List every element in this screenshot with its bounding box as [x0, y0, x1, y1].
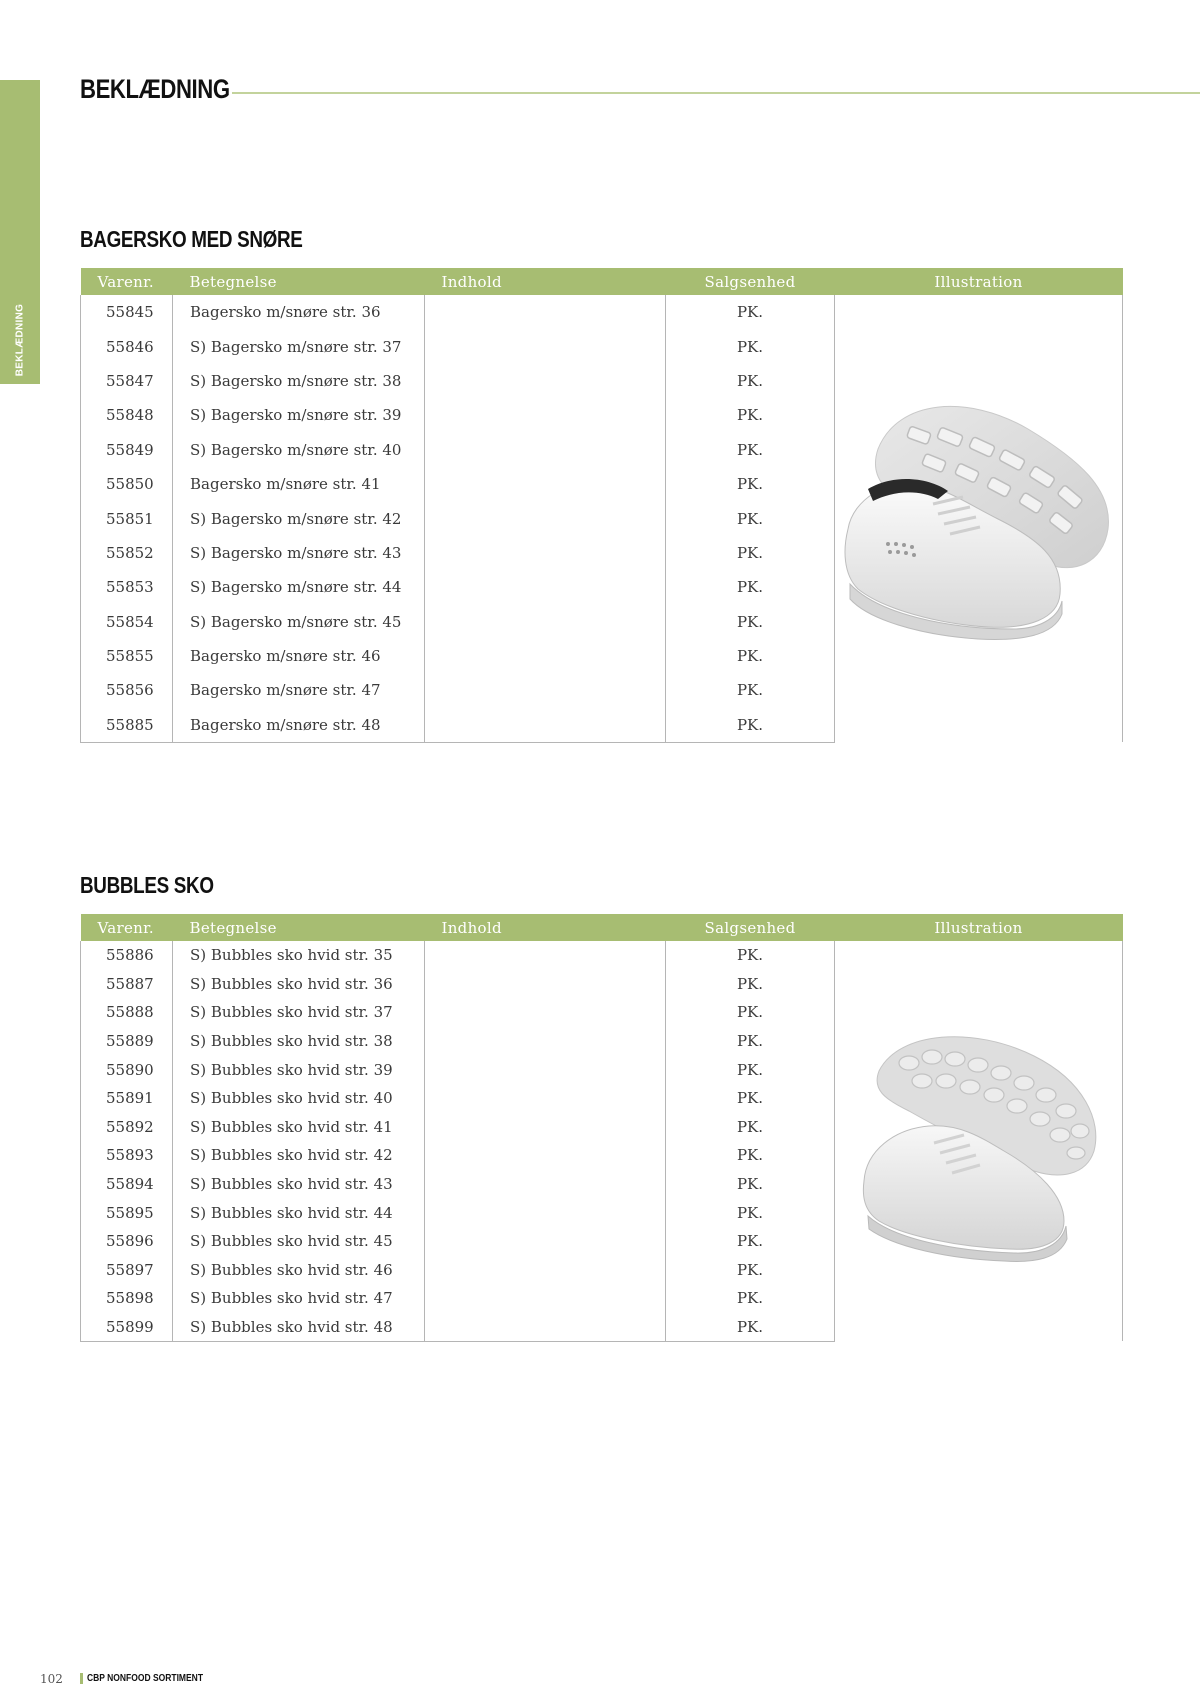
- cell-betegnelse: S) Bagersko m/snøre str. 40: [173, 433, 425, 467]
- side-tab-label: BEKLÆDNING: [14, 303, 26, 377]
- cell-indhold: [425, 1084, 666, 1113]
- cell-varenr: 55889: [81, 1027, 173, 1056]
- cell-betegnelse: Bagersko m/snøre str. 41: [173, 467, 425, 501]
- cell-varenr: 55846: [81, 329, 173, 363]
- cell-varenr: 55855: [81, 639, 173, 673]
- table-body: [81, 295, 1123, 742]
- cell-varenr: 55850: [81, 467, 173, 501]
- table-header-row: [81, 268, 1123, 295]
- table-row: [81, 941, 1123, 970]
- cell-indhold: [425, 398, 666, 432]
- cell-indhold: [425, 501, 666, 535]
- cell-betegnelse: S) Bubbles sko hvid str. 41: [173, 1113, 425, 1142]
- col-header-illustration: Illustration: [835, 914, 1123, 941]
- cell-betegnelse: S) Bagersko m/snøre str. 39: [173, 398, 425, 432]
- cell-betegnelse: S) Bubbles sko hvid str. 46: [173, 1256, 425, 1285]
- cell-salgsenhed: PK.: [666, 1313, 835, 1342]
- cell-varenr: 55851: [81, 501, 173, 535]
- cell-betegnelse: Bagersko m/snøre str. 47: [173, 673, 425, 707]
- cell-betegnelse: S) Bagersko m/snøre str. 44: [173, 570, 425, 604]
- cell-indhold: [425, 1227, 666, 1256]
- cell-betegnelse: S) Bubbles sko hvid str. 39: [173, 1055, 425, 1084]
- cell-salgsenhed: PK.: [666, 295, 835, 329]
- footer-accent-bar: [80, 1673, 83, 1684]
- col-header-salgsenhed: Salgsenhed: [666, 268, 835, 295]
- cell-varenr: 55847: [81, 364, 173, 398]
- cell-betegnelse: S) Bubbles sko hvid str. 47: [173, 1284, 425, 1313]
- cell-betegnelse: S) Bubbles sko hvid str. 44: [173, 1198, 425, 1227]
- cell-salgsenhed: PK.: [666, 708, 835, 742]
- col-header-betegnelse: Betegnelse: [173, 268, 425, 295]
- cell-salgsenhed: PK.: [666, 998, 835, 1027]
- cell-varenr: 55888: [81, 998, 173, 1027]
- footer-label: CBP NONFOOD SORTIMENT: [87, 1673, 204, 1684]
- cell-indhold: [425, 364, 666, 398]
- cell-salgsenhed: PK.: [666, 1113, 835, 1142]
- cell-varenr: 55848: [81, 398, 173, 432]
- cell-betegnelse: S) Bagersko m/snøre str. 45: [173, 605, 425, 639]
- cell-betegnelse: S) Bubbles sko hvid str. 48: [173, 1313, 425, 1342]
- product-table-bubbles: [80, 914, 1123, 1342]
- cell-indhold: [425, 970, 666, 999]
- cell-varenr: 55896: [81, 1227, 173, 1256]
- cell-indhold: [425, 570, 666, 604]
- cell-salgsenhed: PK.: [666, 364, 835, 398]
- table-header-row: [81, 914, 1123, 941]
- cell-illustration: [835, 941, 1123, 1341]
- cell-indhold: [425, 467, 666, 501]
- table-row: [81, 295, 1123, 329]
- cell-varenr: 55885: [81, 708, 173, 742]
- cell-varenr: 55849: [81, 433, 173, 467]
- product-table-bagersko: [80, 268, 1123, 743]
- cell-varenr: 55886: [81, 941, 173, 970]
- cell-salgsenhed: PK.: [666, 1256, 835, 1285]
- cell-indhold: [425, 605, 666, 639]
- cell-varenr: 55893: [81, 1141, 173, 1170]
- cell-indhold: [425, 1170, 666, 1199]
- col-header-salgsenhed: Salgsenhed: [666, 914, 835, 941]
- cell-salgsenhed: PK.: [666, 639, 835, 673]
- title-rule: [232, 92, 1200, 94]
- section-title-bubbles: BUBBLES SKO: [80, 872, 214, 898]
- cell-betegnelse: S) Bubbles sko hvid str. 45: [173, 1227, 425, 1256]
- cell-betegnelse: Bagersko m/snøre str. 48: [173, 708, 425, 742]
- cell-salgsenhed: PK.: [666, 570, 835, 604]
- cell-indhold: [425, 1313, 666, 1342]
- cell-indhold: [425, 673, 666, 707]
- cell-betegnelse: S) Bubbles sko hvid str. 38: [173, 1027, 425, 1056]
- cell-illustration: [835, 295, 1123, 742]
- cell-indhold: [425, 708, 666, 742]
- cell-salgsenhed: PK.: [666, 1284, 835, 1313]
- cell-indhold: [425, 329, 666, 363]
- cell-varenr: 55887: [81, 970, 173, 999]
- cell-salgsenhed: PK.: [666, 1084, 835, 1113]
- cell-betegnelse: Bagersko m/snøre str. 36: [173, 295, 425, 329]
- col-header-betegnelse: Betegnelse: [173, 914, 425, 941]
- cell-betegnelse: S) Bubbles sko hvid str. 35: [173, 941, 425, 970]
- cell-varenr: 55891: [81, 1084, 173, 1113]
- col-header-indhold: Indhold: [425, 268, 666, 295]
- cell-salgsenhed: PK.: [666, 1027, 835, 1056]
- cell-salgsenhed: PK.: [666, 329, 835, 363]
- col-header-varenr: Varenr.: [81, 268, 173, 295]
- cell-varenr: 55892: [81, 1113, 173, 1142]
- cell-varenr: 55890: [81, 1055, 173, 1084]
- cell-indhold: [425, 536, 666, 570]
- cell-indhold: [425, 433, 666, 467]
- cell-salgsenhed: PK.: [666, 1141, 835, 1170]
- cell-varenr: 55852: [81, 536, 173, 570]
- cell-indhold: [425, 295, 666, 329]
- cell-salgsenhed: PK.: [666, 1198, 835, 1227]
- cell-salgsenhed: PK.: [666, 1227, 835, 1256]
- cell-salgsenhed: PK.: [666, 501, 835, 535]
- cell-salgsenhed: PK.: [666, 1170, 835, 1199]
- cell-indhold: [425, 1284, 666, 1313]
- cell-indhold: [425, 1027, 666, 1056]
- cell-salgsenhed: PK.: [666, 941, 835, 970]
- cell-salgsenhed: PK.: [666, 1055, 835, 1084]
- cell-varenr: 55899: [81, 1313, 173, 1342]
- cell-betegnelse: S) Bubbles sko hvid str. 37: [173, 998, 425, 1027]
- cell-indhold: [425, 1141, 666, 1170]
- cell-indhold: [425, 1198, 666, 1227]
- cell-betegnelse: S) Bagersko m/snøre str. 42: [173, 501, 425, 535]
- cell-salgsenhed: PK.: [666, 433, 835, 467]
- col-header-illustration: Illustration: [835, 268, 1123, 295]
- col-header-varenr: Varenr.: [81, 914, 173, 941]
- cell-salgsenhed: PK.: [666, 398, 835, 432]
- cell-salgsenhed: PK.: [666, 467, 835, 501]
- cell-varenr: 55897: [81, 1256, 173, 1285]
- cell-betegnelse: Bagersko m/snøre str. 46: [173, 639, 425, 673]
- cell-betegnelse: S) Bagersko m/snøre str. 38: [173, 364, 425, 398]
- cell-indhold: [425, 941, 666, 970]
- cell-varenr: 55845: [81, 295, 173, 329]
- cell-salgsenhed: PK.: [666, 970, 835, 999]
- cell-indhold: [425, 639, 666, 673]
- cell-salgsenhed: PK.: [666, 605, 835, 639]
- cell-varenr: 55894: [81, 1170, 173, 1199]
- page-number: 102: [40, 1672, 63, 1686]
- page-title: BEKLÆDNING: [80, 74, 230, 104]
- baker-shoe-icon: [838, 379, 1120, 659]
- cell-betegnelse: S) Bagersko m/snøre str. 43: [173, 536, 425, 570]
- cell-indhold: [425, 1055, 666, 1084]
- cell-varenr: 55856: [81, 673, 173, 707]
- section-title-bagersko: BAGERSKO MED SNØRE: [80, 226, 303, 252]
- table-body: [81, 941, 1123, 1341]
- col-header-indhold: Indhold: [425, 914, 666, 941]
- cell-indhold: [425, 998, 666, 1027]
- cell-salgsenhed: PK.: [666, 536, 835, 570]
- cell-indhold: [425, 1256, 666, 1285]
- cell-betegnelse: S) Bubbles sko hvid str. 42: [173, 1141, 425, 1170]
- cell-varenr: 55853: [81, 570, 173, 604]
- cell-varenr: 55895: [81, 1198, 173, 1227]
- cell-betegnelse: S) Bagersko m/snøre str. 37: [173, 329, 425, 363]
- cell-indhold: [425, 1113, 666, 1142]
- cell-betegnelse: S) Bubbles sko hvid str. 40: [173, 1084, 425, 1113]
- bubbles-shoe-icon: [854, 1011, 1104, 1271]
- cell-betegnelse: S) Bubbles sko hvid str. 43: [173, 1170, 425, 1199]
- cell-salgsenhed: PK.: [666, 673, 835, 707]
- cell-betegnelse: S) Bubbles sko hvid str. 36: [173, 970, 425, 999]
- cell-varenr: 55898: [81, 1284, 173, 1313]
- cell-varenr: 55854: [81, 605, 173, 639]
